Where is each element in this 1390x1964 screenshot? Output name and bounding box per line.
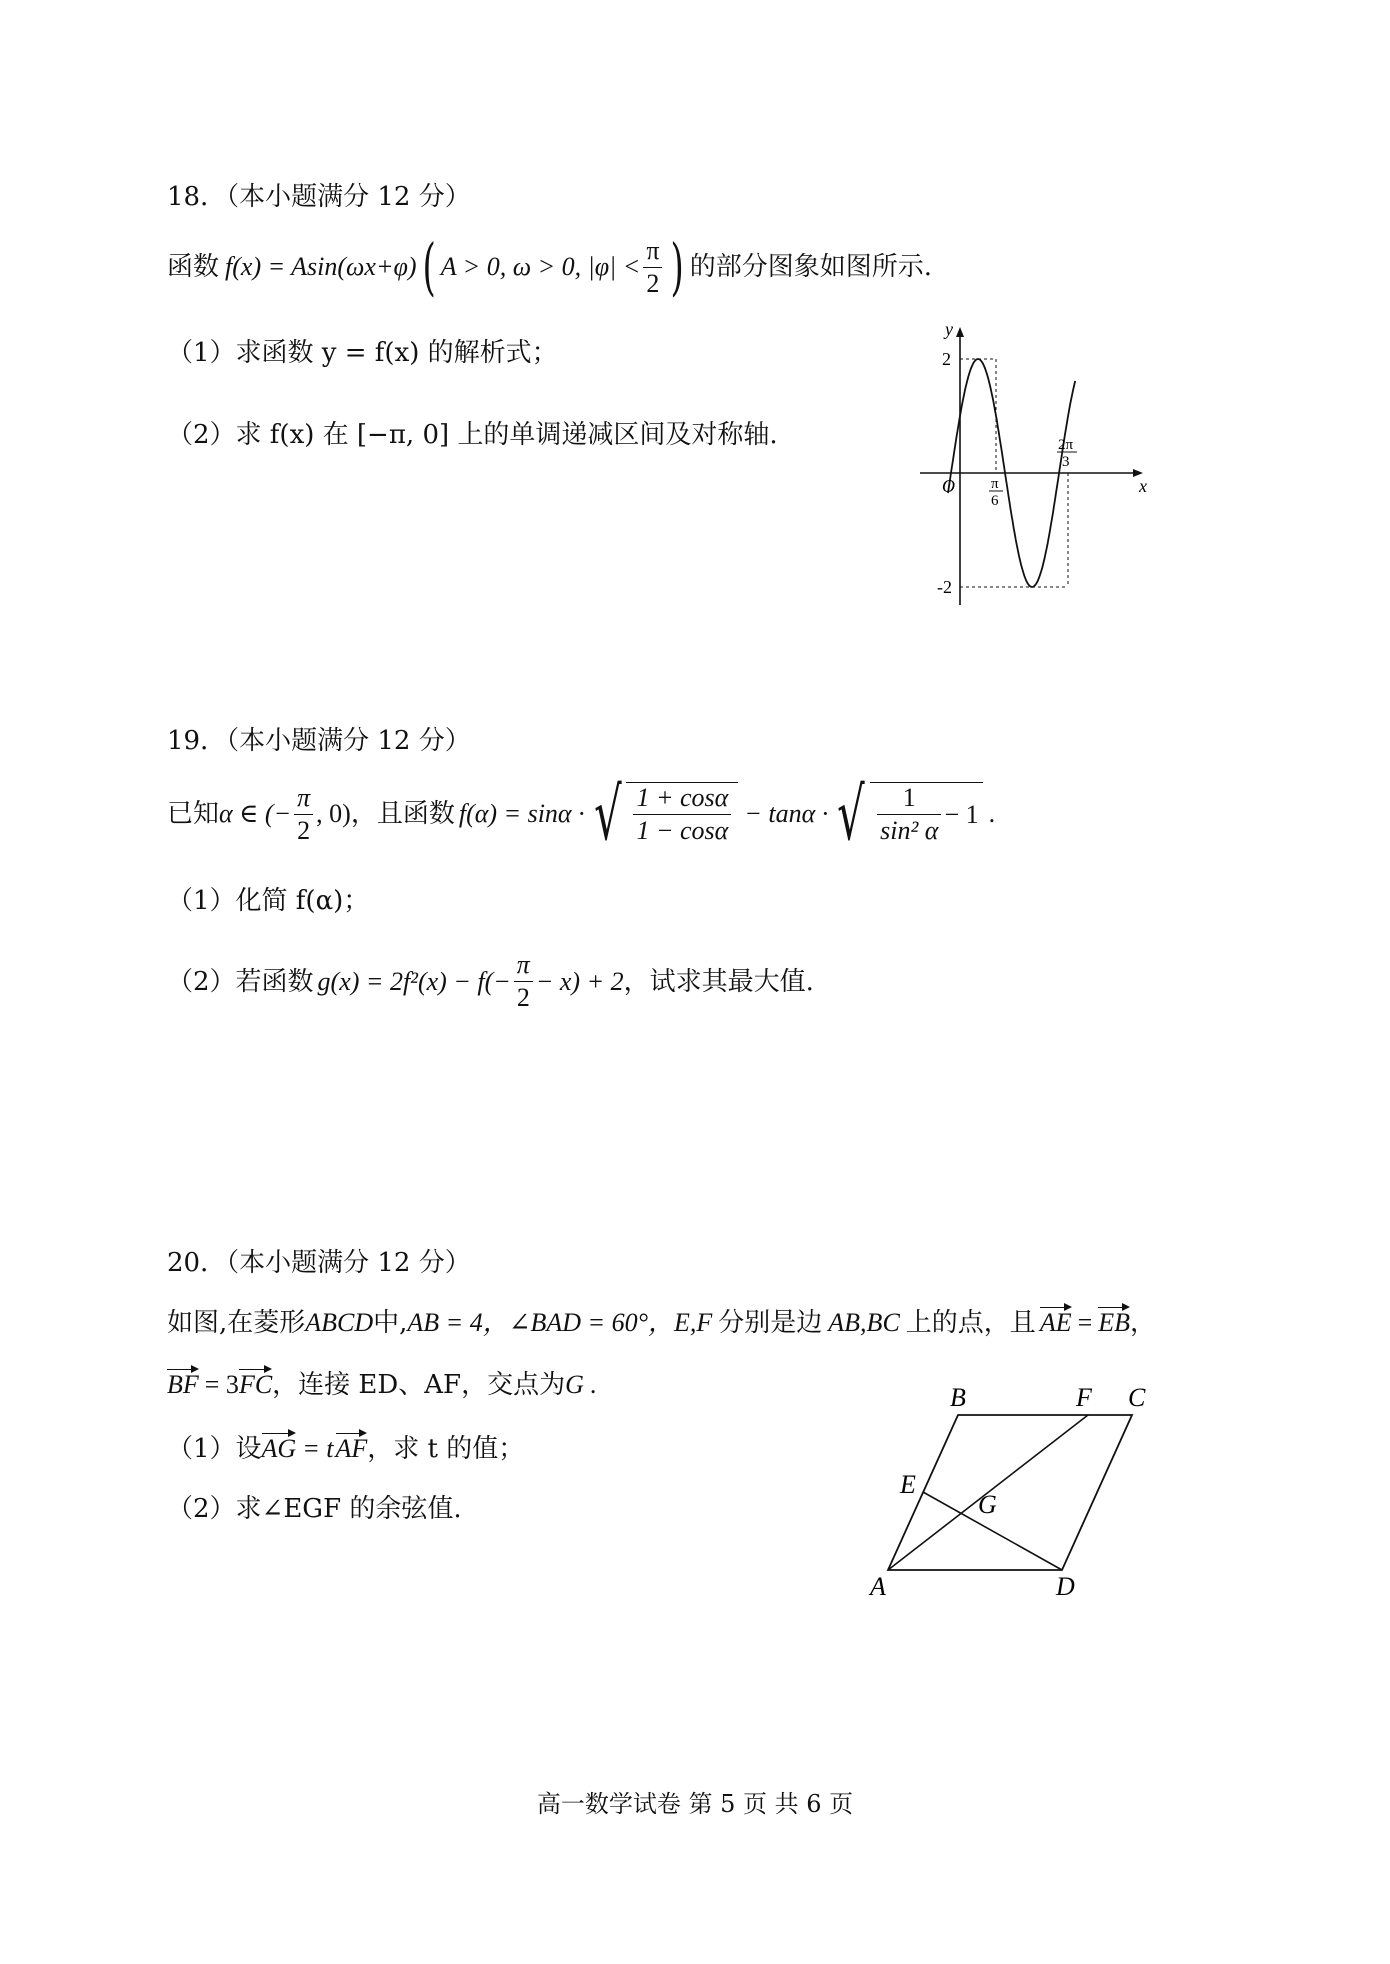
- graph-tick2-num: 2π: [1058, 437, 1074, 453]
- q18-right-paren: ): [670, 230, 685, 303]
- q20-rhombus-figure: [860, 1380, 1180, 1600]
- label-d: D: [1056, 1572, 1075, 1600]
- q18-part1: （1）求函数 y = f(x) 的解析式；: [167, 338, 558, 368]
- q20-line1-e: ，∠BAD = 60°，: [482, 1308, 675, 1337]
- q19-alpha-range: α ∈ (−: [219, 799, 292, 829]
- q19-sqrt2-tail: − 1: [944, 799, 979, 829]
- q19-part2-expr-tail: − x) + 2: [535, 966, 624, 996]
- q20-vec-bf: BF: [167, 1370, 199, 1399]
- q20-part1-prefix: （1）设: [167, 1434, 262, 1464]
- q18-intro-suffix: 的部分图象如图所示.: [689, 252, 932, 282]
- graph-tick2-den: 3: [1062, 454, 1070, 470]
- graph-tick1-num: π: [991, 476, 999, 492]
- label-e: E: [900, 1470, 916, 1499]
- page-footer: 高一数学试卷 第 5 页 共 6 页: [536, 1790, 854, 1818]
- q18-pi-over-2: [643, 235, 662, 298]
- q19-frac-den: 2: [294, 814, 313, 844]
- q20-header: 20．（本小题满分 12 分）: [167, 1248, 471, 1278]
- y-axis-arrow: [956, 327, 964, 337]
- q20-period: .: [589, 1370, 597, 1399]
- q19-part2-suffix: ，试求其最大值.: [623, 966, 814, 997]
- q19-given-mid: ，且函数: [350, 799, 455, 830]
- label-b: B: [950, 1383, 966, 1412]
- q18-frac-den: 2: [643, 267, 662, 297]
- graph-origin-label: O: [942, 476, 955, 496]
- q19-part2-prefix: （2）若函数: [167, 966, 314, 997]
- q18-header: 18．（本小题满分 12 分）: [167, 182, 471, 212]
- q19-minus-tan: − tanα ·: [744, 799, 829, 829]
- q20-comma: ，: [1130, 1308, 1157, 1338]
- q19-frac-num: π: [297, 782, 311, 812]
- q20-point-g: G: [565, 1370, 584, 1399]
- q18-cond: A > 0, ω > 0, |φ| <: [440, 252, 641, 281]
- q20-line1-i: 上的点，且: [905, 1308, 1036, 1338]
- graph-ymax-label: 2: [942, 349, 951, 369]
- q20-line1-g: 分别是边: [718, 1308, 823, 1338]
- q19-header: 19．（本小题满分 12 分）: [167, 726, 471, 756]
- q19-part2-frac: [514, 952, 533, 1011]
- q19-sqrt1-symbol: √: [593, 772, 622, 856]
- graph-x-label: x: [1139, 476, 1147, 496]
- q19-sqrt2-num: 1: [902, 783, 916, 813]
- q19-f-lhs: f(α) = sinα ·: [458, 799, 585, 829]
- q20-part2: （2）求∠EGF 的余弦值.: [167, 1494, 462, 1524]
- q20-line2-tail: ，连接 ED、AF，交点为: [272, 1370, 566, 1400]
- q20-vec-ag: AG: [261, 1434, 297, 1463]
- q19-part1: （1）化简 f(α)；: [167, 886, 370, 916]
- q20-vec-ae: AE: [1039, 1308, 1072, 1337]
- q20-line1: [167, 1310, 1156, 1336]
- q20-eq3: = 3: [204, 1370, 239, 1399]
- q20-vec-eb: EB: [1098, 1308, 1131, 1337]
- q19-sqrt1-frac: [633, 785, 731, 844]
- q19-given: [167, 772, 996, 856]
- q19-sqrt1-den: 1 − cosα: [633, 814, 731, 844]
- q19-sqrt2-symbol: √: [837, 772, 865, 856]
- graph-y-label: y: [945, 319, 953, 339]
- q20-line2: [167, 1372, 596, 1398]
- q19-given-prefix: 已知: [167, 799, 220, 830]
- q20-eq: =: [1077, 1308, 1093, 1337]
- q19-sqrt1: [585, 772, 739, 856]
- q20-part1: [167, 1436, 524, 1462]
- q20-line1-b: ABCD: [305, 1308, 374, 1337]
- q18-part2: （2）求 f(x) 在 [−π, 0] 上的单调递减区间及对称轴.: [167, 420, 778, 450]
- q19-pi-over-2: [294, 782, 313, 845]
- q20-vec-af: AF: [335, 1434, 368, 1463]
- q20-vec-fc: FC: [238, 1370, 273, 1399]
- q20-line1-f: E,F: [674, 1308, 713, 1337]
- q20-part1-suffix: ，求 t 的值；: [367, 1434, 525, 1464]
- q20-line1-d: AB = 4: [407, 1308, 483, 1337]
- q18-intro-prefix: 函数: [167, 252, 220, 282]
- q20-line1-a: 如图,在菱形: [167, 1308, 306, 1338]
- q19-part2-expr: g(x) = 2f²(x) − f(−: [317, 966, 511, 996]
- q19-part2: [167, 952, 814, 1011]
- q20-eq-t: = t: [302, 1434, 334, 1463]
- q19-part2-frac-den: 2: [514, 981, 533, 1011]
- q19-range-end: , 0): [316, 799, 351, 829]
- q18-sine-graph: [905, 315, 1155, 605]
- q18-func: f(x) = Asin(ωx+φ): [225, 252, 417, 281]
- q18-left-paren: (: [421, 230, 436, 303]
- q20-line1-h: AB,BC: [828, 1308, 900, 1337]
- q20-line1-c: 中,: [373, 1308, 408, 1338]
- label-a: A: [870, 1572, 886, 1600]
- q19-sqrt2-frac: [877, 785, 941, 844]
- q18-frac-num: π: [646, 235, 660, 265]
- label-f: F: [1076, 1383, 1092, 1412]
- q18-intro: [167, 230, 932, 303]
- graph-tick1-den: 6: [991, 493, 999, 509]
- label-g: G: [978, 1490, 997, 1519]
- q19-part2-frac-num: π: [516, 950, 530, 979]
- q19-sqrt1-num: 1 + cosα: [636, 783, 729, 813]
- label-c: C: [1128, 1383, 1146, 1412]
- q19-sqrt2-den: sin² α: [877, 814, 941, 844]
- graph-ymin-label: -2: [937, 577, 952, 597]
- q19-end: .: [988, 799, 996, 829]
- q19-sqrt2: [828, 772, 982, 856]
